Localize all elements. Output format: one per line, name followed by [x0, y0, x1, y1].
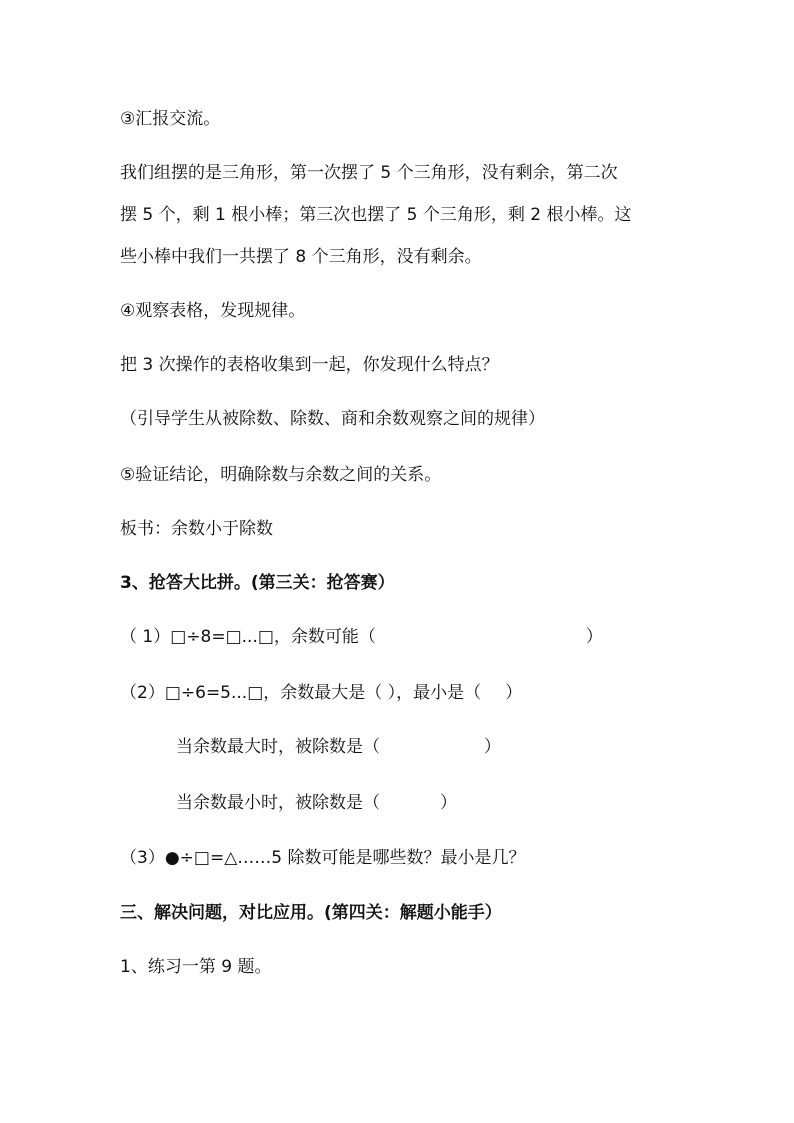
question-2-max-close: ） [484, 737, 501, 757]
paragraph-line-2: 摆 5 个，剩 1 根小棒；第三次也摆了 5 个三角形，剩 2 根小棒。这 [120, 205, 632, 225]
question-2-min [176, 791, 457, 815]
question-2-min-close: ） [440, 793, 457, 813]
question-1-close: ） [585, 627, 603, 647]
question-2-max [176, 735, 501, 759]
question-2 [120, 681, 522, 705]
question-1 [120, 625, 603, 649]
question-1-text: （ 1）□÷8=□...□，余数可能（ [120, 627, 376, 647]
question-2-text: （2）□÷6=5...□，余数最大是（ ），最小是（ [120, 683, 482, 703]
guidance-note: （引导学生从被除数、除数、商和余数观察之间的规律） [120, 409, 545, 429]
question-2-close: ） [505, 683, 523, 703]
question-3: （3）●÷□=△……5 除数可能是哪些数？最小是几？ [120, 848, 526, 868]
question-2-max-text: 当余数最大时，被除数是（ [176, 737, 380, 757]
question-2-min-text: 当余数最小时，被除数是（ [176, 793, 380, 813]
step-3-heading: ③汇报交流。 [120, 109, 221, 129]
section-3-heading: 3、抢答大比拼。(第三关：抢答赛） [120, 573, 395, 593]
exercise-1: 1、练习一第 9 题。 [120, 957, 272, 977]
section-iii-heading: 三、解决问题，对比应用。(第四关：解题小能手） [120, 903, 502, 923]
step-5-heading: ⑤验证结论，明确除数与余数之间的关系。 [120, 465, 442, 485]
board-note: 板书：余数小于除数 [120, 519, 273, 539]
paragraph-line-3: 些小棒中我们一共摆了 8 个三角形，没有剩余。 [120, 247, 482, 267]
table-question: 把 3 次操作的表格收集到一起，你发现什么特点？ [120, 355, 499, 375]
step-4-heading: ④观察表格，发现规律。 [120, 301, 306, 321]
paragraph-line-1: 我们组摆的是三角形，第一次摆了 5 个三角形，没有剩余，第二次 [120, 163, 618, 183]
